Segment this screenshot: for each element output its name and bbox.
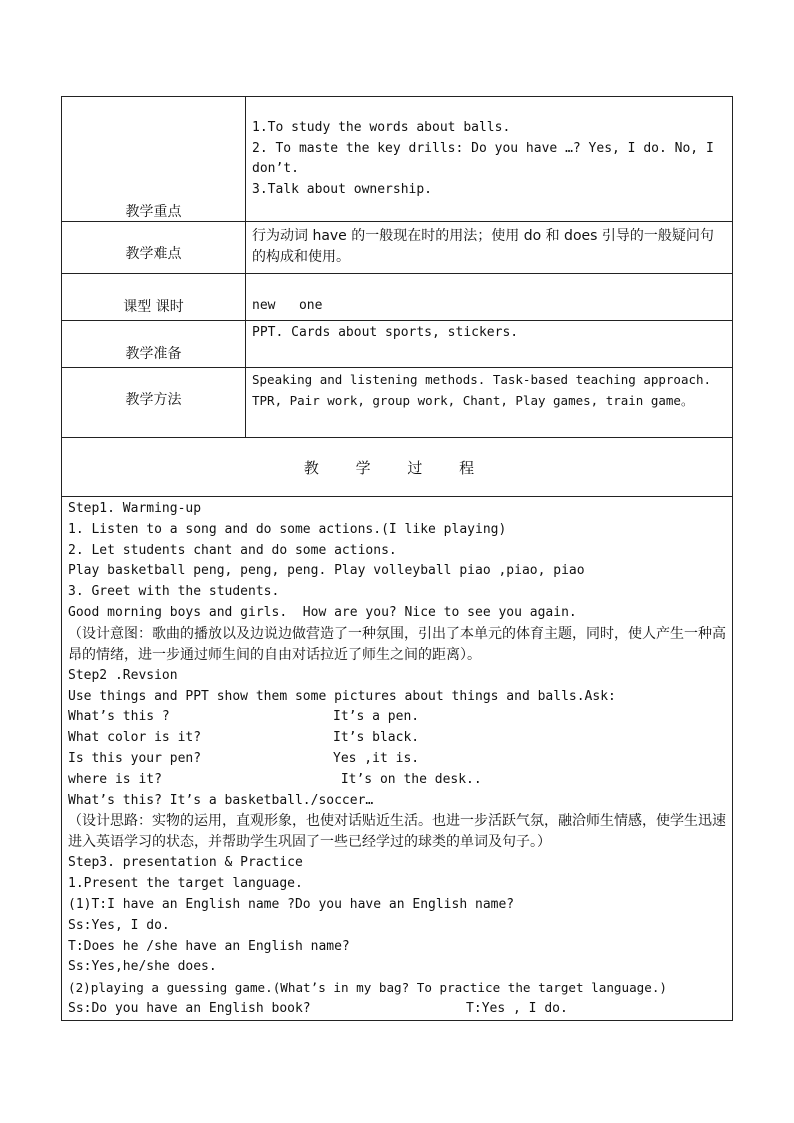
dialogue-row	[68, 728, 726, 749]
lesson-plan-page	[61, 96, 733, 1021]
preparation-content: PPT. Cards about sports, stickers.	[246, 321, 733, 368]
dialogue-row	[68, 707, 726, 728]
process-line: 2. Let students chant and do some actions.	[68, 542, 397, 558]
methods-label: 教学方法	[125, 392, 182, 408]
design-note-1: （设计意图：歌曲的播放以及边说边做营造了一种氛围，引出了本单元的体育主题，同时，使人产生一种高昂的情绪，进一步通过师生间的自由对话拉近了师生之间的距离）。	[68, 625, 726, 663]
dialogue-answer: It’s on the desk..	[333, 771, 482, 787]
step3-heading: Step3. presentation & Practice	[68, 855, 303, 871]
process-body-row	[62, 497, 733, 1021]
difficult-points-content: 行为动词 have 的一般现在时的用法；使用 do 和 does 引导的一般疑问句的构成和使用。	[246, 222, 733, 274]
methods-line: Speaking and listening methods. Task-based teaching approach.	[252, 372, 712, 387]
methods-label-cell	[62, 368, 246, 438]
lesson-type-row	[62, 274, 733, 321]
methods-line: TPR, Pair work, group work, Chant, Play games, train game。	[252, 392, 694, 408]
dialogue-row	[68, 749, 726, 770]
lesson-type-label: 课型 课时	[123, 299, 184, 315]
dialogue-answer: Yes ,it is.	[333, 750, 420, 766]
process-line: What’s this? It’s a basketball./soccer…	[68, 792, 374, 808]
process-body	[62, 497, 733, 1021]
process-title-row	[62, 438, 733, 497]
preparation-label: 教学准备	[125, 346, 182, 362]
process-line: Ss:Yes, I do.	[68, 917, 170, 933]
step2-heading: Step2 .Revsion	[68, 667, 178, 683]
key-points-label: 教学重点	[125, 204, 182, 220]
dialogue-question: where is it?	[68, 771, 162, 787]
process-line: Ss:Yes,he/she does.	[68, 959, 217, 975]
methods-row	[62, 368, 733, 438]
process-line: T:Does he /she have an English name?	[68, 938, 350, 954]
process-line: Play basketball peng, peng, peng. Play volleyball piao ,piao, piao	[68, 563, 585, 579]
difficult-points-label: 教学难点	[125, 246, 182, 262]
dialogue-question: Is this your pen?	[68, 750, 202, 766]
lesson-plan-table	[61, 96, 733, 1021]
key-points-row	[62, 97, 733, 222]
key-points-label-cell	[62, 97, 246, 222]
dialogue-question: What color is it?	[68, 730, 202, 746]
lesson-type-label-cell	[62, 274, 246, 321]
key-points-line: 2. To maste the key drills: Do you have …? Yes, I do. No, I	[252, 140, 714, 156]
dialogue-question: Ss:Do you have an English book?	[68, 1000, 311, 1016]
lesson-type-content: new one	[246, 274, 733, 321]
design-note-2: （设计思路：实物的运用，直观形象，也使对话贴近生活。也进一步活跃气氛，融洽师生情感，使学生迅速进入英语学习的状态，并帮助学生巩固了一些已经学过的球类的单词及句子。）	[68, 813, 726, 851]
difficult-points-label-cell	[62, 222, 246, 274]
dialogue-answer: It’s black.	[333, 730, 420, 746]
process-line: Good morning boys and girls. How are you? Nice to see you again.	[68, 604, 577, 620]
key-points-line: don’t.	[252, 161, 299, 176]
key-points-line: 1.To study the words about balls.	[252, 120, 511, 135]
dialogue-answer: It’s a pen.	[333, 709, 420, 725]
preparation-row	[62, 321, 733, 368]
preparation-label-cell	[62, 321, 246, 368]
dialogue-row	[68, 770, 726, 791]
process-line: 1.Present the target language.	[68, 876, 303, 892]
step1-heading: Step1. Warming-up	[68, 501, 202, 516]
process-line: 3. Greet with the students.	[68, 584, 280, 600]
difficult-points-row	[62, 222, 733, 274]
process-line: Use things and PPT show them some pictures about things and balls.Ask:	[68, 688, 616, 704]
key-points-content	[246, 97, 733, 222]
process-line: 1. Listen to a song and do some actions.(I like playing)	[68, 521, 507, 537]
process-line: (1)T:I have an English name ?Do you have an English name?	[68, 896, 515, 912]
methods-content	[246, 368, 733, 438]
process-title: 教 学 过 程	[62, 438, 733, 497]
dialogue-question: What’s this ?	[68, 709, 170, 725]
dialogue-row	[68, 999, 726, 1020]
dialogue-answer: T:Yes , I do.	[333, 1000, 568, 1016]
key-points-line: 3.Talk about ownership.	[252, 181, 433, 197]
process-line: (2)playing a guessing game.(What’s in my bag? To practice the target language.)	[68, 980, 667, 996]
